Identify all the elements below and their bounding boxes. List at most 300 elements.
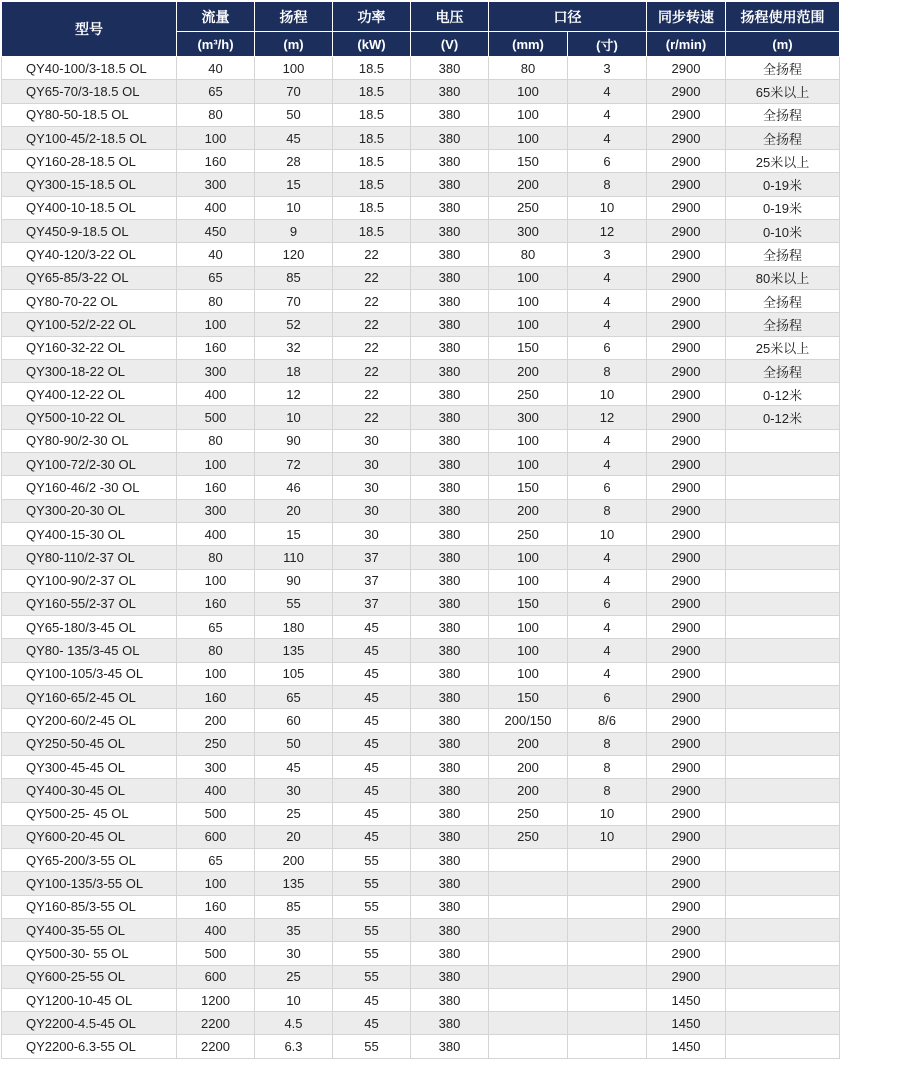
power-cell: 30 xyxy=(333,429,411,452)
voltage-cell: 380 xyxy=(411,662,489,685)
voltage-cell: 380 xyxy=(411,313,489,336)
flow-cell: 250 xyxy=(177,732,255,755)
head-range-cell: 0-10米 xyxy=(726,220,840,243)
diameter-cun-cell: 3 xyxy=(568,57,647,80)
speed-cell: 2900 xyxy=(647,709,726,732)
flow-cell: 160 xyxy=(177,686,255,709)
diameter-mm-cell: 100 xyxy=(489,80,568,103)
power-cell: 55 xyxy=(333,1035,411,1058)
head-cell: 85 xyxy=(255,895,333,918)
speed-cell: 2900 xyxy=(647,686,726,709)
model-cell: QY160-85/3-55 OL xyxy=(2,895,177,918)
diameter-mm-cell: 200 xyxy=(489,173,568,196)
model-cell: QY400-35-55 OL xyxy=(2,918,177,941)
head-cell: 28 xyxy=(255,150,333,173)
speed-cell: 2900 xyxy=(647,965,726,988)
head-cell: 35 xyxy=(255,918,333,941)
head-range-cell xyxy=(726,779,840,802)
head-cell: 15 xyxy=(255,173,333,196)
head-cell: 25 xyxy=(255,965,333,988)
power-cell: 18.5 xyxy=(333,103,411,126)
table-row xyxy=(2,732,840,755)
model-cell: QY100-90/2-37 OL xyxy=(2,569,177,592)
model-cell: QY40-100/3-18.5 OL xyxy=(2,57,177,80)
flow-cell: 65 xyxy=(177,80,255,103)
head-range-cell: 65米以上 xyxy=(726,80,840,103)
head-cell: 200 xyxy=(255,849,333,872)
table-row xyxy=(2,965,840,988)
voltage-cell: 380 xyxy=(411,80,489,103)
power-cell: 18.5 xyxy=(333,150,411,173)
diameter-mm-cell: 100 xyxy=(489,266,568,289)
head-cell: 55 xyxy=(255,592,333,615)
header-diameter: 口径 xyxy=(489,2,647,32)
diameter-mm-cell xyxy=(489,849,568,872)
model-cell: QY300-18-22 OL xyxy=(2,359,177,382)
diameter-cun-cell: 8 xyxy=(568,732,647,755)
voltage-cell: 380 xyxy=(411,592,489,615)
flow-cell: 500 xyxy=(177,406,255,429)
diameter-cun-cell: 4 xyxy=(568,80,647,103)
table-row xyxy=(2,755,840,778)
header-flow: 流量 xyxy=(177,2,255,32)
header-head: 扬程 xyxy=(255,2,333,32)
speed-cell: 2900 xyxy=(647,150,726,173)
head-cell: 60 xyxy=(255,709,333,732)
diameter-cun-cell: 4 xyxy=(568,569,647,592)
speed-cell: 2900 xyxy=(647,872,726,895)
model-cell: QY300-20-30 OL xyxy=(2,499,177,522)
flow-cell: 300 xyxy=(177,359,255,382)
speed-cell: 2900 xyxy=(647,406,726,429)
head-range-cell xyxy=(726,639,840,662)
voltage-cell: 380 xyxy=(411,965,489,988)
voltage-cell: 380 xyxy=(411,616,489,639)
speed-cell: 2900 xyxy=(647,80,726,103)
model-cell: QY2200-6.3-55 OL xyxy=(2,1035,177,1058)
unit-head-range: (m) xyxy=(726,32,840,57)
power-cell: 55 xyxy=(333,849,411,872)
flow-cell: 65 xyxy=(177,266,255,289)
diameter-cun-cell: 10 xyxy=(568,196,647,219)
table-row xyxy=(2,103,840,126)
head-cell: 25 xyxy=(255,802,333,825)
diameter-mm-cell: 100 xyxy=(489,546,568,569)
table-row xyxy=(2,988,840,1011)
head-range-cell: 全扬程 xyxy=(726,243,840,266)
model-cell: QY80- 135/3-45 OL xyxy=(2,639,177,662)
voltage-cell: 380 xyxy=(411,499,489,522)
speed-cell: 2900 xyxy=(647,732,726,755)
head-range-cell xyxy=(726,895,840,918)
table-row xyxy=(2,779,840,802)
diameter-cun-cell: 4 xyxy=(568,126,647,149)
flow-cell: 2200 xyxy=(177,1012,255,1035)
flow-cell: 450 xyxy=(177,220,255,243)
head-cell: 15 xyxy=(255,522,333,545)
voltage-cell: 380 xyxy=(411,522,489,545)
head-cell: 30 xyxy=(255,779,333,802)
model-cell: QY2200-4.5-45 OL xyxy=(2,1012,177,1035)
table-row xyxy=(2,1012,840,1035)
flow-cell: 100 xyxy=(177,662,255,685)
model-cell: QY160-55/2-37 OL xyxy=(2,592,177,615)
table-row xyxy=(2,499,840,522)
head-range-cell xyxy=(726,616,840,639)
diameter-cun-cell: 12 xyxy=(568,220,647,243)
table-row xyxy=(2,918,840,941)
model-cell: QY500-10-22 OL xyxy=(2,406,177,429)
model-cell: QY160-28-18.5 OL xyxy=(2,150,177,173)
model-cell: QY500-25- 45 OL xyxy=(2,802,177,825)
model-cell: QY65-85/3-22 OL xyxy=(2,266,177,289)
flow-cell: 80 xyxy=(177,103,255,126)
voltage-cell: 380 xyxy=(411,569,489,592)
power-cell: 55 xyxy=(333,872,411,895)
diameter-cun-cell: 4 xyxy=(568,266,647,289)
model-cell: QY600-20-45 OL xyxy=(2,825,177,848)
model-cell: QY500-30- 55 OL xyxy=(2,942,177,965)
voltage-cell: 380 xyxy=(411,289,489,312)
head-range-cell xyxy=(726,429,840,452)
head-cell: 9 xyxy=(255,220,333,243)
power-cell: 22 xyxy=(333,383,411,406)
flow-cell: 600 xyxy=(177,825,255,848)
flow-cell: 80 xyxy=(177,639,255,662)
table-row xyxy=(2,639,840,662)
voltage-cell: 380 xyxy=(411,639,489,662)
flow-cell: 200 xyxy=(177,709,255,732)
diameter-mm-cell: 100 xyxy=(489,126,568,149)
power-cell: 30 xyxy=(333,453,411,476)
table-row xyxy=(2,802,840,825)
voltage-cell: 380 xyxy=(411,686,489,709)
head-range-cell xyxy=(726,732,840,755)
head-range-cell xyxy=(726,453,840,476)
table-row xyxy=(2,592,840,615)
table-header xyxy=(2,2,840,57)
model-cell: QY100-105/3-45 OL xyxy=(2,662,177,685)
diameter-cun-cell: 8 xyxy=(568,499,647,522)
flow-cell: 160 xyxy=(177,592,255,615)
table-row xyxy=(2,266,840,289)
head-range-cell: 全扬程 xyxy=(726,103,840,126)
speed-cell: 2900 xyxy=(647,103,726,126)
speed-cell: 2900 xyxy=(647,220,726,243)
table-row xyxy=(2,57,840,80)
speed-cell: 2900 xyxy=(647,453,726,476)
head-range-cell: 80米以上 xyxy=(726,266,840,289)
flow-cell: 600 xyxy=(177,965,255,988)
head-range-cell xyxy=(726,569,840,592)
power-cell: 18.5 xyxy=(333,126,411,149)
flow-cell: 400 xyxy=(177,918,255,941)
model-cell: QY400-30-45 OL xyxy=(2,779,177,802)
speed-cell: 2900 xyxy=(647,662,726,685)
speed-cell: 2900 xyxy=(647,825,726,848)
power-cell: 18.5 xyxy=(333,80,411,103)
diameter-mm-cell: 150 xyxy=(489,336,568,359)
speed-cell: 2900 xyxy=(647,336,726,359)
model-cell: QY600-25-55 OL xyxy=(2,965,177,988)
head-cell: 180 xyxy=(255,616,333,639)
power-cell: 22 xyxy=(333,243,411,266)
diameter-mm-cell xyxy=(489,988,568,1011)
speed-cell: 2900 xyxy=(647,196,726,219)
diameter-cun-cell: 8/6 xyxy=(568,709,647,732)
table-body xyxy=(2,57,840,1059)
head-range-cell xyxy=(726,709,840,732)
diameter-cun-cell: 8 xyxy=(568,755,647,778)
head-cell: 120 xyxy=(255,243,333,266)
diameter-mm-cell: 100 xyxy=(489,313,568,336)
head-cell: 105 xyxy=(255,662,333,685)
table-row xyxy=(2,1035,840,1058)
power-cell: 45 xyxy=(333,709,411,732)
model-cell: QY100-52/2-22 OL xyxy=(2,313,177,336)
table-row xyxy=(2,849,840,872)
voltage-cell: 380 xyxy=(411,872,489,895)
power-cell: 18.5 xyxy=(333,196,411,219)
model-cell: QY200-60/2-45 OL xyxy=(2,709,177,732)
unit-diameter-cun: (寸) xyxy=(568,32,647,57)
diameter-cun-cell: 8 xyxy=(568,173,647,196)
head-cell: 90 xyxy=(255,429,333,452)
table-row xyxy=(2,453,840,476)
diameter-cun-cell: 10 xyxy=(568,522,647,545)
flow-cell: 100 xyxy=(177,126,255,149)
flow-cell: 80 xyxy=(177,546,255,569)
diameter-mm-cell: 100 xyxy=(489,569,568,592)
flow-cell: 100 xyxy=(177,313,255,336)
diameter-cun-cell xyxy=(568,988,647,1011)
speed-cell: 2900 xyxy=(647,895,726,918)
model-cell: QY65-200/3-55 OL xyxy=(2,849,177,872)
head-range-cell xyxy=(726,522,840,545)
head-cell: 30 xyxy=(255,942,333,965)
head-range-cell: 全扬程 xyxy=(726,126,840,149)
power-cell: 37 xyxy=(333,569,411,592)
diameter-mm-cell xyxy=(489,895,568,918)
voltage-cell: 380 xyxy=(411,266,489,289)
flow-cell: 400 xyxy=(177,383,255,406)
head-range-cell xyxy=(726,849,840,872)
table-row xyxy=(2,80,840,103)
voltage-cell: 380 xyxy=(411,895,489,918)
head-cell: 85 xyxy=(255,266,333,289)
speed-cell: 2900 xyxy=(647,569,726,592)
flow-cell: 160 xyxy=(177,476,255,499)
head-cell: 70 xyxy=(255,80,333,103)
flow-cell: 400 xyxy=(177,522,255,545)
diameter-mm-cell: 200 xyxy=(489,499,568,522)
speed-cell: 2900 xyxy=(647,616,726,639)
diameter-cun-cell: 10 xyxy=(568,802,647,825)
table-row xyxy=(2,942,840,965)
table-row xyxy=(2,429,840,452)
diameter-cun-cell xyxy=(568,1035,647,1058)
diameter-mm-cell: 150 xyxy=(489,592,568,615)
head-cell: 10 xyxy=(255,988,333,1011)
flow-cell: 65 xyxy=(177,849,255,872)
head-range-cell: 全扬程 xyxy=(726,289,840,312)
diameter-mm-cell: 200 xyxy=(489,359,568,382)
table-row xyxy=(2,546,840,569)
header-voltage: 电压 xyxy=(411,2,489,32)
voltage-cell: 380 xyxy=(411,196,489,219)
model-cell: QY80-50-18.5 OL xyxy=(2,103,177,126)
model-cell: QY65-180/3-45 OL xyxy=(2,616,177,639)
diameter-cun-cell: 10 xyxy=(568,383,647,406)
head-range-cell xyxy=(726,592,840,615)
flow-cell: 100 xyxy=(177,872,255,895)
unit-head: (m) xyxy=(255,32,333,57)
model-cell: QY400-12-22 OL xyxy=(2,383,177,406)
header-power: 功率 xyxy=(333,2,411,32)
flow-cell: 65 xyxy=(177,616,255,639)
power-cell: 37 xyxy=(333,592,411,615)
diameter-cun-cell: 6 xyxy=(568,336,647,359)
head-range-cell: 25米以上 xyxy=(726,336,840,359)
head-range-cell: 25米以上 xyxy=(726,150,840,173)
power-cell: 55 xyxy=(333,942,411,965)
flow-cell: 500 xyxy=(177,802,255,825)
table-row xyxy=(2,476,840,499)
unit-speed: (r/min) xyxy=(647,32,726,57)
flow-cell: 160 xyxy=(177,895,255,918)
head-cell: 45 xyxy=(255,126,333,149)
diameter-mm-cell: 250 xyxy=(489,383,568,406)
head-range-cell: 全扬程 xyxy=(726,57,840,80)
model-cell: QY1200-10-45 OL xyxy=(2,988,177,1011)
head-range-cell: 0-19米 xyxy=(726,173,840,196)
diameter-cun-cell: 6 xyxy=(568,150,647,173)
table-row xyxy=(2,220,840,243)
diameter-cun-cell: 3 xyxy=(568,243,647,266)
head-range-cell xyxy=(726,918,840,941)
diameter-cun-cell xyxy=(568,942,647,965)
head-range-cell xyxy=(726,662,840,685)
model-cell: QY160-46/2 -30 OL xyxy=(2,476,177,499)
table-row xyxy=(2,872,840,895)
table-row xyxy=(2,616,840,639)
flow-cell: 300 xyxy=(177,173,255,196)
power-cell: 45 xyxy=(333,639,411,662)
head-range-cell xyxy=(726,755,840,778)
diameter-mm-cell xyxy=(489,1012,568,1035)
speed-cell: 1450 xyxy=(647,1012,726,1035)
speed-cell: 2900 xyxy=(647,592,726,615)
head-cell: 46 xyxy=(255,476,333,499)
head-cell: 10 xyxy=(255,406,333,429)
model-cell: QY80-90/2-30 OL xyxy=(2,429,177,452)
diameter-cun-cell xyxy=(568,895,647,918)
table-row xyxy=(2,569,840,592)
model-cell: QY160-65/2-45 OL xyxy=(2,686,177,709)
head-range-cell xyxy=(726,476,840,499)
diameter-cun-cell: 10 xyxy=(568,825,647,848)
speed-cell: 2900 xyxy=(647,243,726,266)
speed-cell: 2900 xyxy=(647,383,726,406)
head-cell: 110 xyxy=(255,546,333,569)
head-range-cell xyxy=(726,686,840,709)
diameter-mm-cell xyxy=(489,872,568,895)
power-cell: 22 xyxy=(333,406,411,429)
speed-cell: 2900 xyxy=(647,779,726,802)
voltage-cell: 380 xyxy=(411,453,489,476)
table-row xyxy=(2,359,840,382)
speed-cell: 2900 xyxy=(647,942,726,965)
voltage-cell: 380 xyxy=(411,220,489,243)
diameter-mm-cell xyxy=(489,965,568,988)
power-cell: 45 xyxy=(333,662,411,685)
power-cell: 45 xyxy=(333,825,411,848)
flow-cell: 500 xyxy=(177,942,255,965)
diameter-mm-cell: 250 xyxy=(489,522,568,545)
table-row xyxy=(2,126,840,149)
head-cell: 32 xyxy=(255,336,333,359)
table-row xyxy=(2,406,840,429)
diameter-mm-cell: 150 xyxy=(489,476,568,499)
diameter-cun-cell: 6 xyxy=(568,592,647,615)
table-row xyxy=(2,243,840,266)
power-cell: 37 xyxy=(333,546,411,569)
flow-cell: 100 xyxy=(177,453,255,476)
flow-cell: 80 xyxy=(177,429,255,452)
power-cell: 22 xyxy=(333,289,411,312)
diameter-cun-cell: 6 xyxy=(568,686,647,709)
diameter-mm-cell: 80 xyxy=(489,57,568,80)
power-cell: 18.5 xyxy=(333,173,411,196)
head-cell: 135 xyxy=(255,639,333,662)
table-row xyxy=(2,313,840,336)
head-cell: 12 xyxy=(255,383,333,406)
power-cell: 55 xyxy=(333,918,411,941)
model-cell: QY80-110/2-37 OL xyxy=(2,546,177,569)
table-row xyxy=(2,522,840,545)
power-cell: 22 xyxy=(333,336,411,359)
voltage-cell: 380 xyxy=(411,1012,489,1035)
head-cell: 135 xyxy=(255,872,333,895)
head-cell: 52 xyxy=(255,313,333,336)
power-cell: 45 xyxy=(333,779,411,802)
diameter-cun-cell: 4 xyxy=(568,313,647,336)
diameter-mm-cell xyxy=(489,918,568,941)
speed-cell: 2900 xyxy=(647,546,726,569)
flow-cell: 300 xyxy=(177,499,255,522)
speed-cell: 2900 xyxy=(647,849,726,872)
speed-cell: 1450 xyxy=(647,988,726,1011)
diameter-mm-cell: 100 xyxy=(489,289,568,312)
table-row xyxy=(2,289,840,312)
power-cell: 45 xyxy=(333,755,411,778)
model-cell: QY80-70-22 OL xyxy=(2,289,177,312)
diameter-cun-cell: 4 xyxy=(568,103,647,126)
voltage-cell: 380 xyxy=(411,103,489,126)
voltage-cell: 380 xyxy=(411,942,489,965)
model-cell: QY100-135/3-55 OL xyxy=(2,872,177,895)
head-range-cell xyxy=(726,988,840,1011)
diameter-cun-cell: 4 xyxy=(568,639,647,662)
voltage-cell: 380 xyxy=(411,406,489,429)
model-cell: QY160-32-22 OL xyxy=(2,336,177,359)
speed-cell: 1450 xyxy=(647,1035,726,1058)
voltage-cell: 380 xyxy=(411,150,489,173)
head-cell: 50 xyxy=(255,103,333,126)
unit-diameter-mm: (mm) xyxy=(489,32,568,57)
diameter-cun-cell: 4 xyxy=(568,616,647,639)
voltage-cell: 380 xyxy=(411,57,489,80)
